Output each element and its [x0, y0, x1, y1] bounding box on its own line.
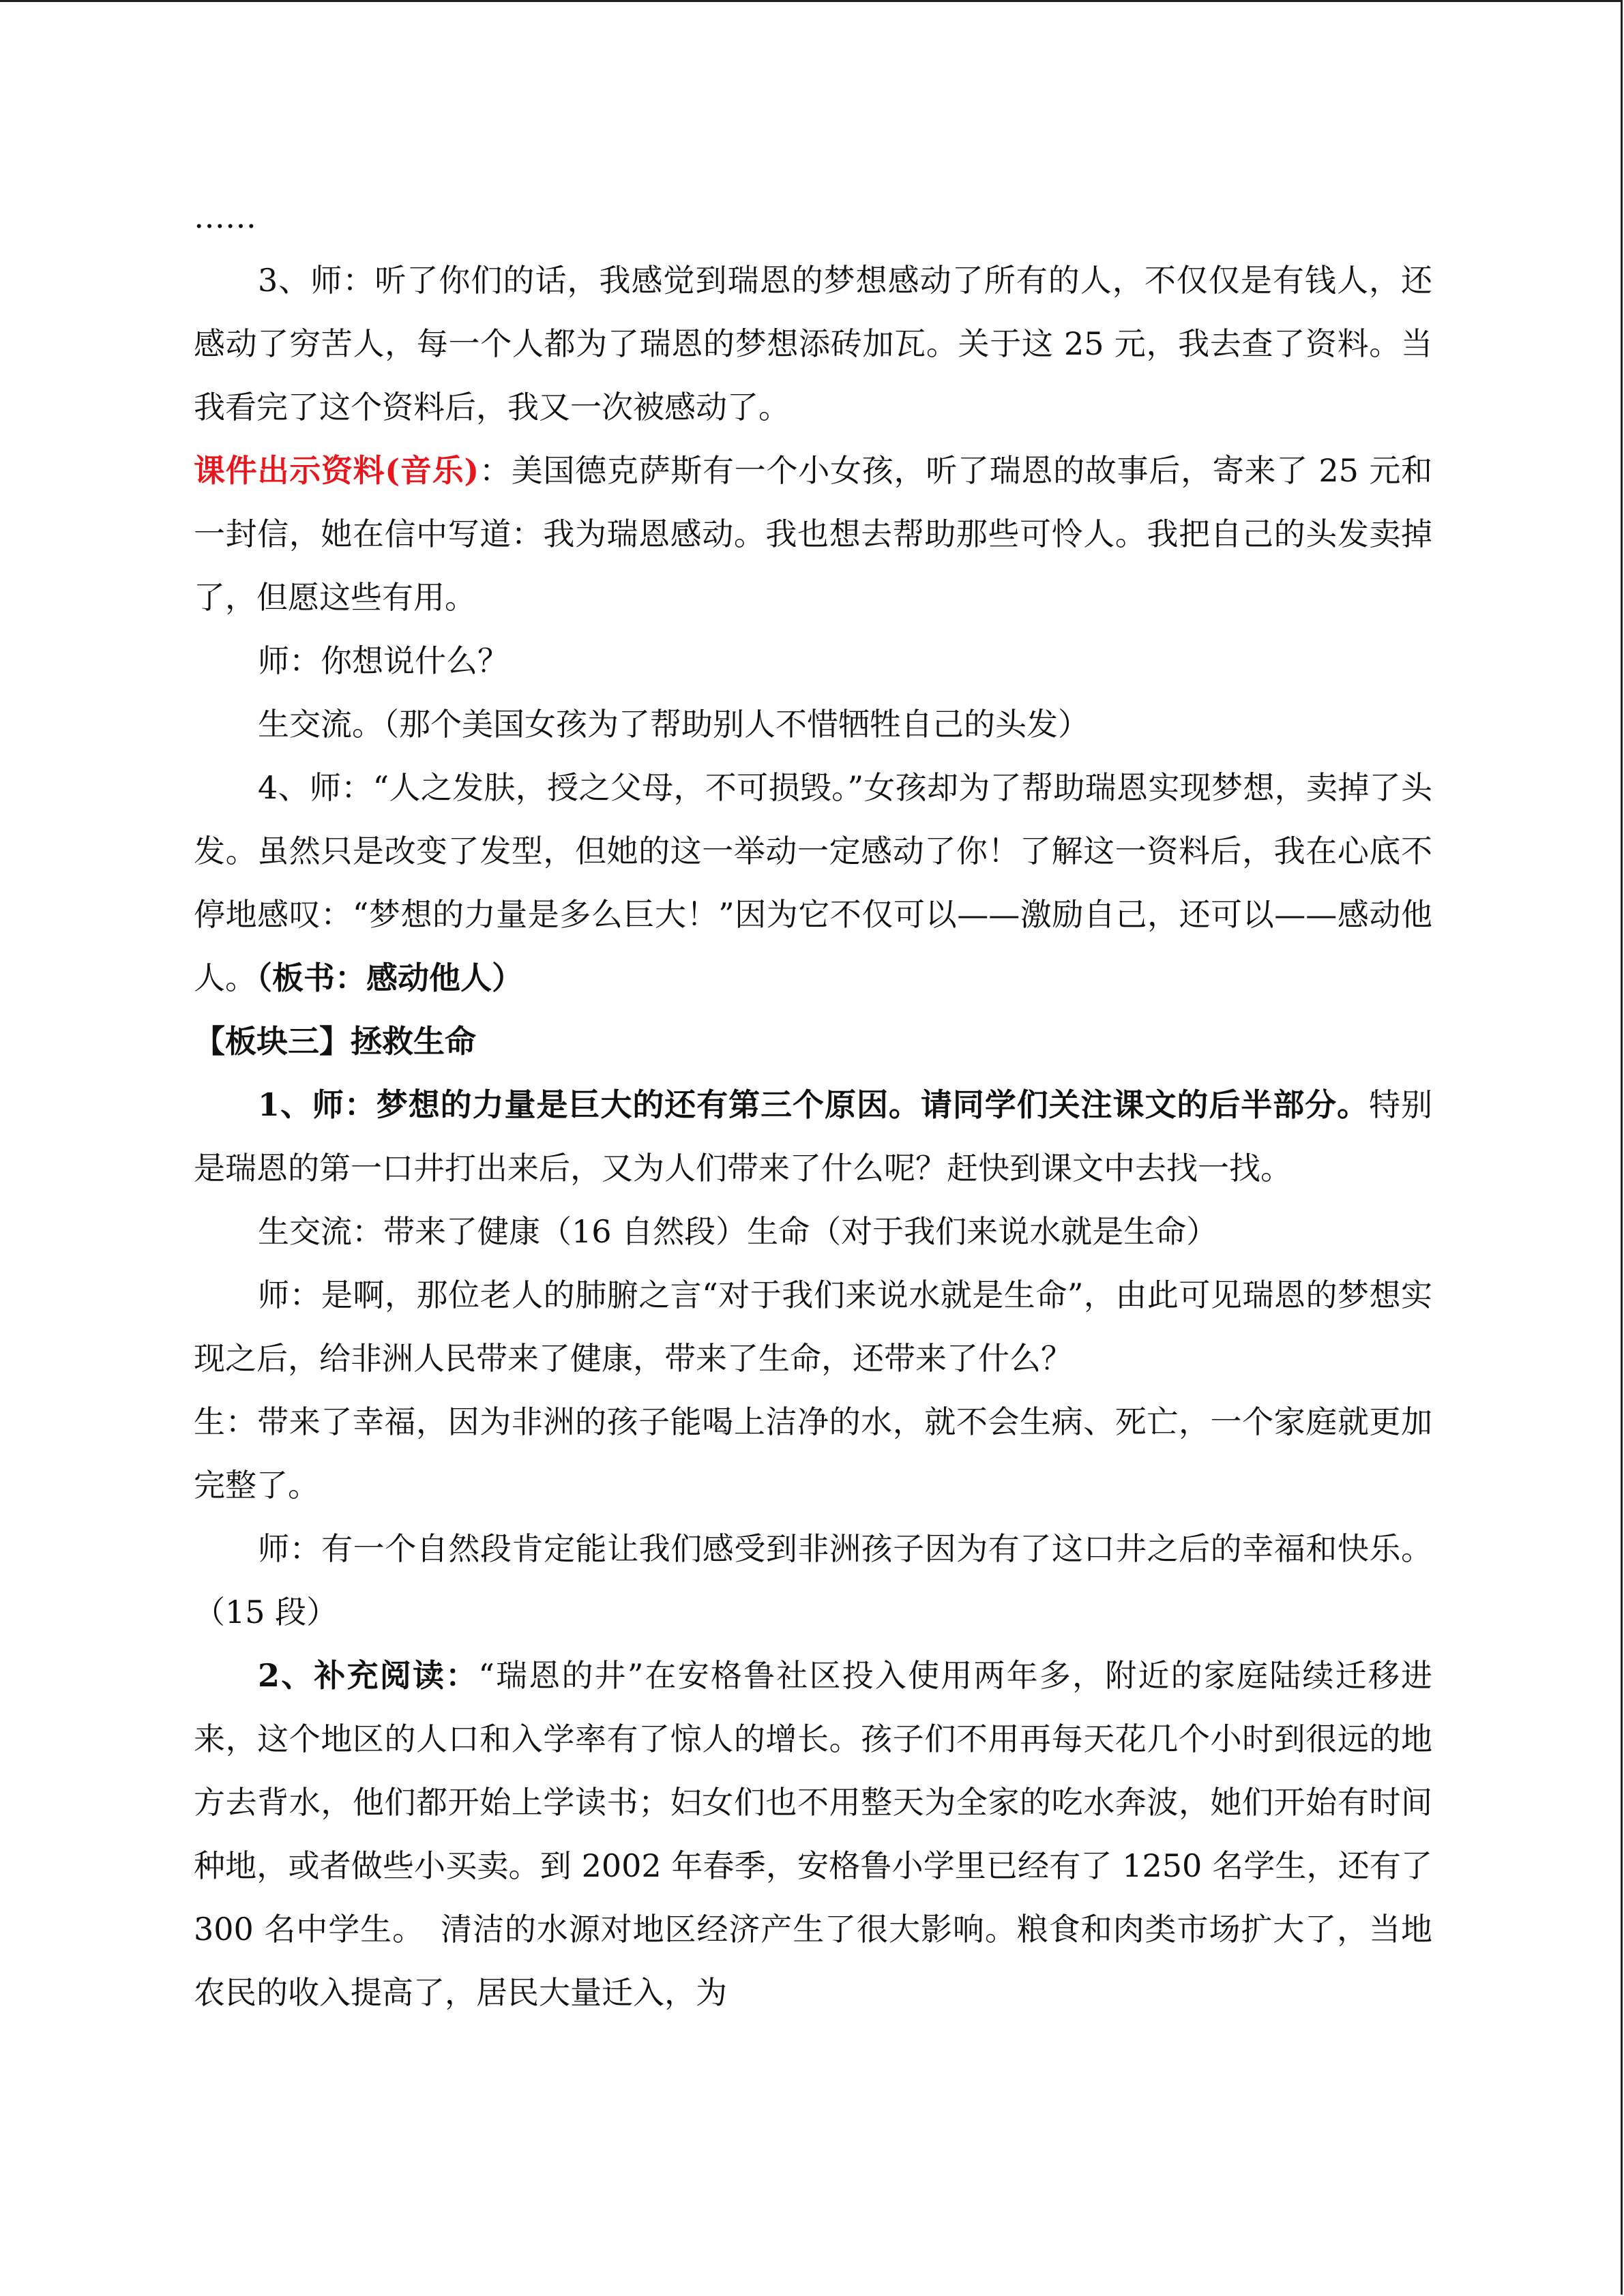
courseware-label: 课件出示资料(音乐) — [194, 452, 479, 489]
section3-paragraph-1-text: 特别是瑞恩的第一口井打出来后，又为人们带来了什么呢？赶快到课文中去找一找。 — [194, 1086, 1432, 1187]
supplementary-reading — [194, 1644, 1432, 2025]
section-heading: 【板块三】拯救生命 — [194, 1023, 476, 1060]
ellipsis-line: …… — [194, 198, 256, 235]
section3-paragraph-1 — [194, 1073, 1432, 1200]
teacher-remark-2: 师：有一个自然段肯定能让我们感受到非洲孩子因为有了这口井之后的幸福和快乐。（15 段） — [194, 1530, 1432, 1630]
supplementary-reading-text: “瑞恩的井”在安格鲁社区投入使用两年多，附近的家庭陆续迁移进来，这个地区的人口和入学率有了惊人的增长。孩子们不用再每天花几个小时到很远的地方去背水，他们都开始上学读书；妇女们也不用整天为全家的吃水奔波，她们开始有时间种地，或者做些小买卖。到 2002 年春季，安格鲁小学里已经有了 1250 名学生，还有了 300 名中学生。 清洁的水源对地区经济产生了很大影响。粮食和肉类市场扩大了，当地农民的收入提高了，居民大量迁入，为 — [194, 1657, 1432, 2011]
courseware-paragraph — [194, 439, 1432, 629]
student-answer-2: 生：带来了幸福，因为非洲的孩子能喝上洁净的水，就不会生病、死亡，一个家庭就更加完整了。 — [194, 1403, 1432, 1504]
document-body — [194, 185, 1432, 2025]
board-note: （板书：感动他人） — [256, 959, 523, 996]
student-exchange: 生交流。（那个美国女孩为了帮助别人不惜牺牲自己的头发） — [258, 706, 1089, 743]
paragraph-4-text: 4、师：“人之发肤，授之父母，不可损毁。”女孩却为了帮助瑞恩实现梦想，卖掉了头发。虽然只是改变了发型，但她的这一举动一定感动了你！了解这一资料后，我在心底不停地感叹：“梦想的力量是多么巨大！”因为它不仅可以——激励自己，还可以——感动他人。 — [194, 769, 1432, 996]
courseware-text: ：美国德克萨斯有一个小女孩，听了瑞恩的故事后，寄来了 25 元和一封信，她在信中写道：我为瑞恩感动。我也想去帮助那些可怜人。我把自己的头发卖掉了，但愿这些有用。 — [194, 452, 1433, 616]
supplementary-reading-label: 2、补充阅读： — [258, 1657, 479, 1694]
paragraph-3: 3、师：听了你们的话，我感觉到瑞恩的梦想感动了所有的人，不仅仅是有钱人，还感动了穷苦人，每一个人都为了瑞恩的梦想添砖加瓦。关于这 25 元，我去查了资料。当我看完了这个资料后，我又一次被感动了。 — [194, 262, 1432, 426]
teacher-question: 师：你想说什么？ — [258, 642, 509, 679]
student-answer-1: 生交流：带来了健康（16 自然段）生命（对于我们来说水就是生命） — [258, 1213, 1218, 1250]
section3-paragraph-1-bold: 1、师：梦想的力量是巨大的还有第三个原因。请同学们关注课文的后半部分。 — [258, 1086, 1370, 1123]
teacher-remark-1: 师：是啊，那位老人的肺腑之言“对于我们来说水就是生命”，由此可见瑞恩的梦想实现之后，给非洲人民带来了健康，带来了生命，还带来了什么？ — [194, 1277, 1432, 1377]
paragraph-4 — [194, 756, 1432, 1010]
